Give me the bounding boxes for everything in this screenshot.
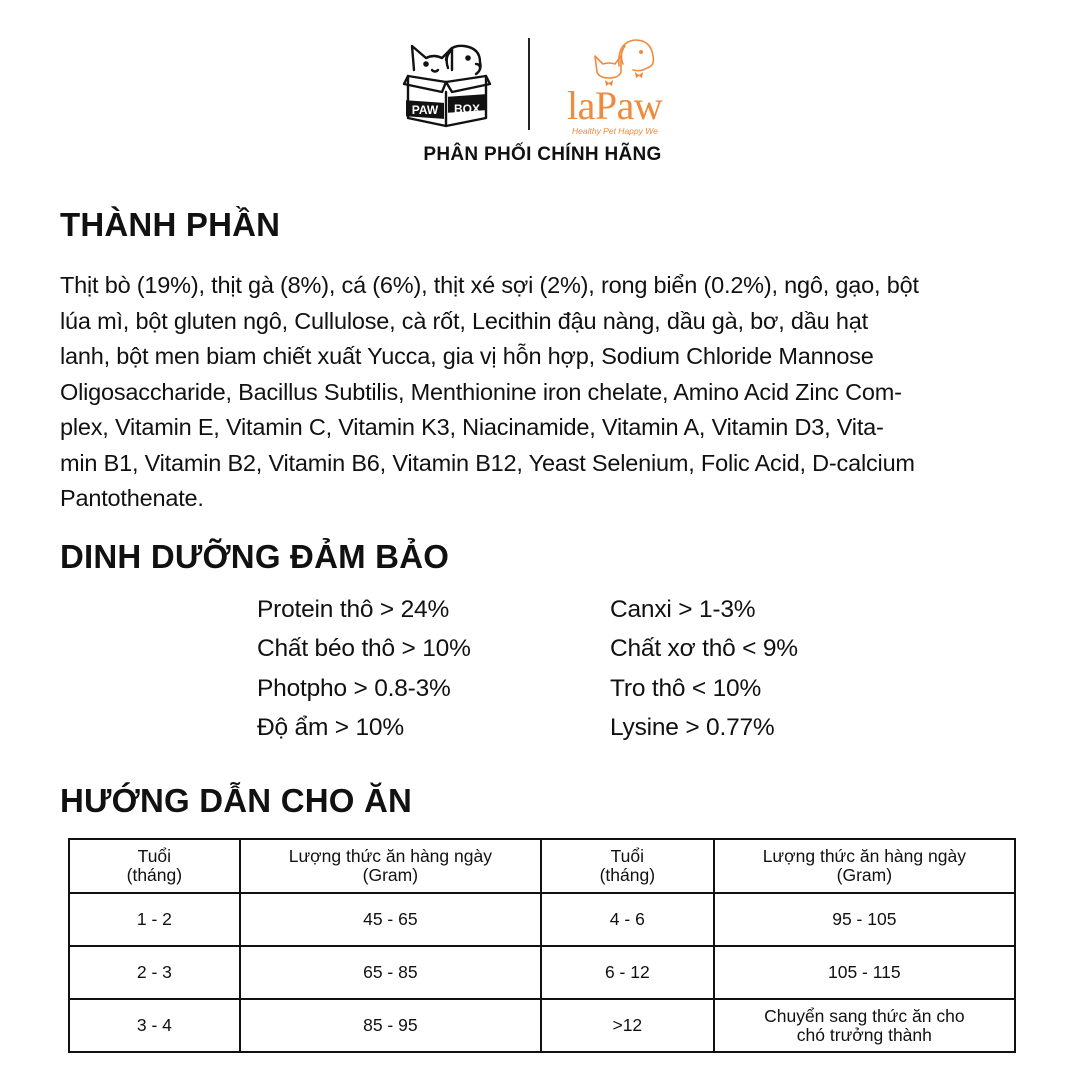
header-age: Tuổi (tháng) [541,839,714,893]
nutrition-item: Canxi > 1-3% [610,596,756,623]
nutrition-item: Tro thô < 10% [610,674,762,702]
ingredients-text [60,268,1020,517]
nutrition-item: Protein thô > 24% [257,596,450,623]
amount-cell: 95 - 105 [714,893,1015,946]
age-cell: 1 - 2 [69,893,240,946]
svg-text:BOX: BOX [453,102,481,116]
feeding-table [68,838,1016,1053]
age-cell: 6 - 12 [541,946,714,999]
amount-cell: 65 - 85 [240,946,541,999]
nutrition-item: Photpho > 0.8-3% [257,674,451,702]
brand-logos [0,36,1080,136]
ingredients-line: Pantothenate. [60,485,204,511]
feeding-table-header [69,839,1015,893]
nutrition-item: Chất béo thô > 10% [257,635,471,663]
svg-text:PAW: PAW [411,103,439,117]
ingredients-line: lanh, bột men biam chiết xuất Yucca, gia vị hỗn hợp, Sodium Chloride Mannose [60,343,874,369]
header-age: Tuổi (tháng) [69,839,240,893]
ingredients-line: min B1, Vitamin B2, Vitamin B6, Vitamin B12, Yeast Selenium, Folic Acid, D-calcium [60,449,915,476]
ingredients-line: Oligosaccharide, Bacillus Subtilis, Menthionine iron chelate, Amino Acid Zinc Com- [60,378,902,405]
nutrition-item: Chất xơ thô < 9% [610,635,798,663]
age-cell: >12 [541,999,714,1052]
nutrition-list-left [257,590,471,747]
table-row [69,946,1015,999]
ingredients-heading: THÀNH PHẦN [60,206,281,243]
amount-cell: 85 - 95 [240,999,541,1052]
ingredients-line: lúa mì, bột gluten ngô, Cullulose, cà rốt, Lecithin đậu nàng, dầu gà, bơ, dầu hạt [60,307,868,334]
age-cell: 2 - 3 [69,946,240,999]
lapaw-brand-name: laPaw [567,83,663,128]
feeding-heading: HƯỚNG DẪN CHO ĂN [60,782,413,819]
age-cell: 3 - 4 [69,999,240,1052]
pawbox-logo [402,40,492,132]
logo-divider [528,38,530,130]
amount-cell: Chuyển sang thức ăn cho chó trưởng thành [714,999,1015,1052]
table-row [69,999,1015,1052]
amount-cell: 105 - 115 [714,946,1015,999]
nutrition-heading: DINH DƯỠNG ĐẢM BẢO [60,538,450,575]
nutrition-item: Độ ẩm > 10% [257,713,404,741]
header-amount: Lượng thức ăn hàng ngày (Gram) [240,839,541,893]
header-amount: Lượng thức ăn hàng ngày (Gram) [714,839,1015,893]
lapaw-tagline: Healthy Pet Happy We [572,126,658,136]
amount-cell: 45 - 65 [240,893,541,946]
ingredients-line: plex, Vitamin E, Vitamin C, Vitamin K3, Niacinamide, Vitamin A, Vitamin D3, Vita- [60,414,884,440]
age-cell: 4 - 6 [541,893,714,946]
distributor-label: PHÂN PHỐI CHÍNH HÃNG [423,144,662,165]
nutrition-item: Lysine > 0.77% [610,713,775,741]
table-row [69,893,1015,946]
nutrition-list-right [610,590,798,747]
ingredients-line: Thịt bò (19%), thịt gà (8%), cá (6%), thịt xé sợi (2%), rong biển (0.2%), ngô, gạo, bột [60,272,919,298]
